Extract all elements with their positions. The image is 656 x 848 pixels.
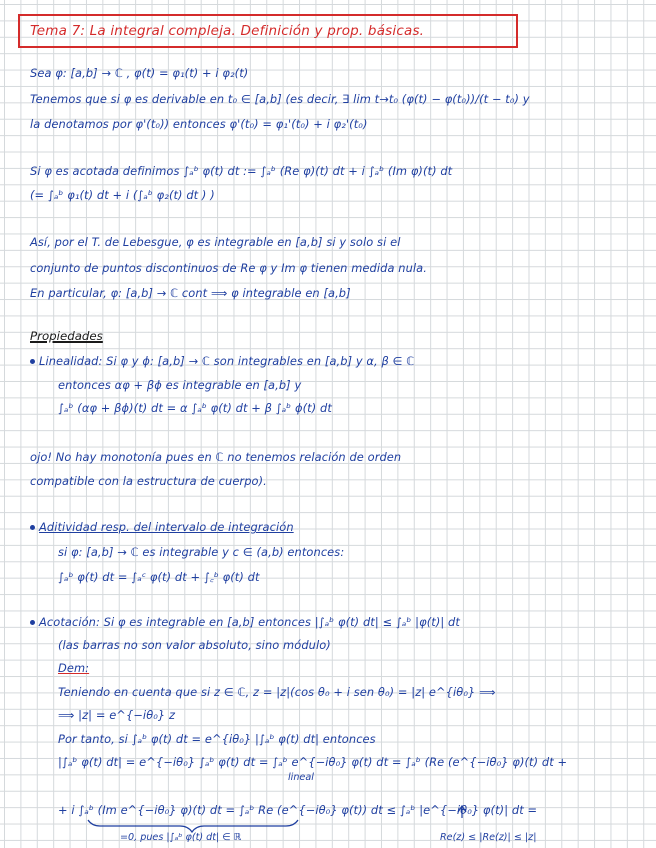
text-line: Por tanto, si ∫ₐᵇ φ(t) dt = e^{iθ₀} |∫ₐᵇ φ(t) dt| entonces — [58, 732, 376, 746]
text-line: si φ: [a,b] → ℂ es integrable y c ∈ (a,b) entonces: — [58, 545, 345, 559]
page-title: Tema 7: La integral compleja. Definición y prop. básicas. — [30, 23, 425, 39]
text-line: Teniendo en cuenta que si z ∈ ℂ, z = |z|(cos θ₀ + i sen θ₀) = |z| e^{iθ₀} ⟹ — [58, 685, 496, 699]
title-box — [18, 14, 518, 48]
text-line: En particular, φ: [a,b] → ℂ cont ⟹ φ integrable en [a,b] — [30, 286, 351, 300]
text-line: |∫ₐᵇ φ(t) dt| = e^{−iθ₀} ∫ₐᵇ φ(t) dt = ∫ₐᵇ e^{−iθ₀} φ(t) dt = ∫ₐᵇ (Re (e^{−iθ₀} φ)(t) dt + — [58, 755, 568, 769]
text-line: compatible con la estructura de cuerpo). — [30, 474, 267, 488]
text-line: Tenemos que si φ es derivable en t₀ ∈ [a,b] (es decir, ∃ lim t→t₀ (φ(t) − φ(t₀))/(t − t₀) y — [30, 92, 530, 106]
note-re-inequality: Re(z) ≤ |Re(z)| ≤ |z| — [440, 832, 537, 843]
note-lineal: lineal — [288, 772, 314, 783]
text-line: Aditividad resp. del intervalo de integración — [39, 520, 294, 534]
bullet-icon — [30, 359, 35, 364]
text-line: Sea φ: [a,b] → ℂ , φ(t) = φ₁(t) + i φ₂(t) — [30, 66, 249, 80]
text-line: conjunto de puntos discontinuos de Re φ y Im φ tienen medida nula. — [30, 261, 427, 275]
text-line: Acotación: Si φ es integrable en [a,b] entonces |∫ₐᵇ φ(t) dt| ≤ ∫ₐᵇ |φ(t)| dt — [39, 615, 460, 629]
text-line: la denotamos por φ'(t₀)) entonces φ'(t₀) = φ₁'(t₀) + i φ₂'(t₀) — [30, 117, 368, 131]
text-line: Linealidad: Si φ y ϕ: [a,b] → ℂ son integrables en [a,b] y α, β ∈ ℂ — [39, 354, 415, 368]
property-linealidad — [30, 354, 414, 368]
note-zero: =0, pues |∫ₐᵇ φ(t) dt| ∈ ℝ — [120, 832, 242, 843]
text-line: ojo! No hay monotonía pues en ℂ no tenemos relación de orden — [30, 450, 402, 464]
bullet-icon — [30, 525, 35, 530]
section-heading: Propiedades — [30, 329, 103, 343]
property-aditividad — [30, 520, 294, 534]
property-acotacion — [30, 615, 460, 629]
text-line: (= ∫ₐᵇ φ₁(t) dt + i (∫ₐᵇ φ₂(t) dt ) ) — [30, 188, 215, 202]
text-line: + i ∫ₐᵇ (Im e^{−iθ₀} φ)(t) dt = ∫ₐᵇ Re (e^{−iθ₀} φ(t)) dt ≤ ∫ₐᵇ |e^{−iθ₀} φ(t)| dt = — [58, 803, 538, 817]
text-line: ⟹ |z| = e^{−iθ₀} z — [58, 708, 176, 722]
proof-label: Dem: — [58, 661, 90, 675]
text-line: entonces αφ + βϕ es integrable en [a,b] y — [58, 378, 302, 392]
text-line: Así, por el T. de Lebesgue, φ es integrable en [a,b] si y solo si el — [30, 235, 401, 249]
text-line: (las barras no son valor absoluto, sino módulo) — [58, 638, 331, 652]
text-line: ∫ₐᵇ φ(t) dt = ∫ₐᶜ φ(t) dt + ∫꜀ᵇ φ(t) dt — [58, 570, 260, 584]
bullet-icon — [30, 620, 35, 625]
text-line: Si φ es acotada definimos ∫ₐᵇ φ(t) dt := ∫ₐᵇ (Re φ)(t) dt + i ∫ₐᵇ (Im φ)(t) dt — [30, 164, 453, 178]
text-line: ∫ₐᵇ (αφ + βϕ)(t) dt = α ∫ₐᵇ φ(t) dt + β ∫ₐᵇ ϕ(t) dt — [58, 401, 332, 415]
